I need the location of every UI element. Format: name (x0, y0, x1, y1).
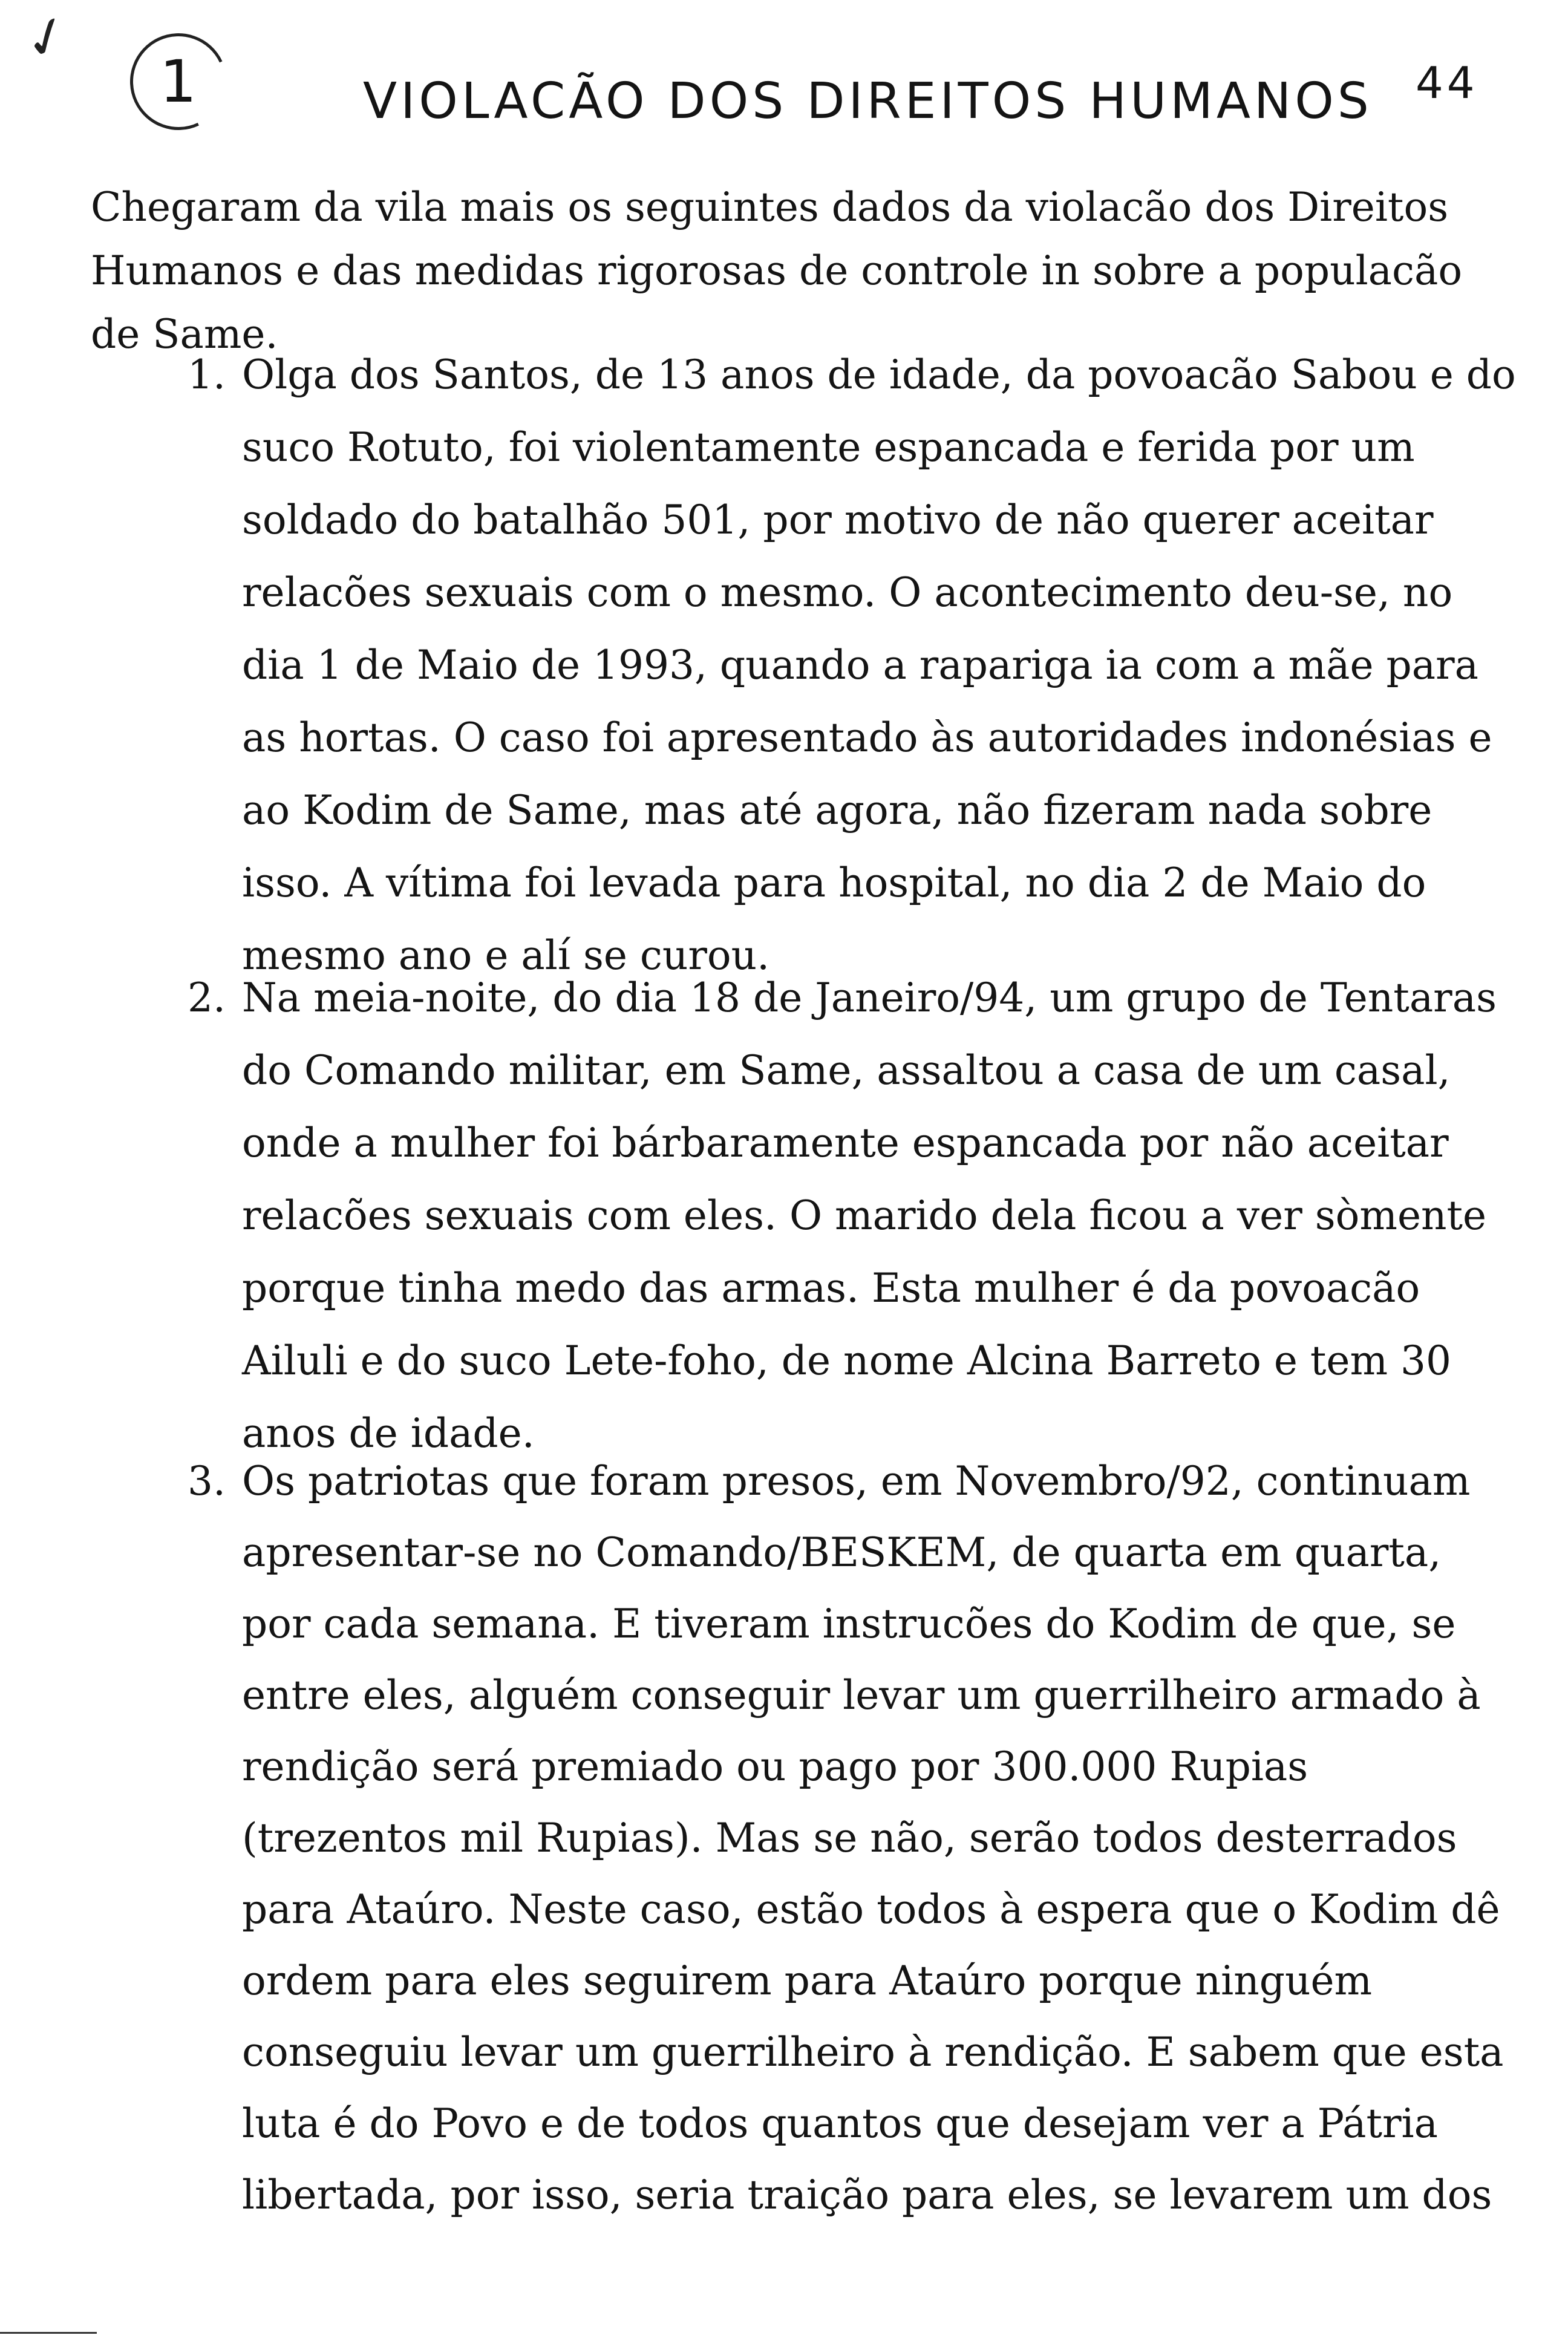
list-item-text: Olga dos Santos, de 13 anos de idade, da povoacão Sabou e do suco Rotuto, foi violentamente espancada e ferida por um soldado do batalhão 501, por motivo de não querer aceitar relacões sexuais com o mesmo. O acontecimento deu-se, no dia 1 de Maio de 1993, quando a rapariga ia com a mãe para as hortas. O caso foi apresentado às autoridades indonésias e ao Kodim de Same, mas até agora, não fizeram nada sobre isso. A vítima foi levada para hospital, no dia 2 de Maio do mesmo ano e alí se curou. (242, 351, 1516, 979)
list-item (188, 962, 1518, 1470)
list-item-text: Os patriotas que foram presos, em Novembro/92, continuam apresentar-se no Comando/BESKEM, de quarta em quarta, por cada semana. E tiveram instrucões do Kodim de que, se entre eles, alguém conseguir levar um guerrilheiro armado à rendição será premiado ou pago por 300.000 Rupias (trezentos mil Rupias). Mas se não, serão todos desterrados para Ataúro. Neste caso, estão todos à espera que o Kodim dê ordem para eles seguirem para Ataúro porque ninguém conseguiu levar um guerrilheiro à rendição. E sabem que esta luta é do Povo e de todos quantos que desejam ver a Pátria libertada, por isso, seria traição para eles, se levarem um dos (242, 1458, 1504, 2218)
list-item-number: 1. (188, 351, 226, 398)
list-item-number: 2. (188, 975, 226, 1021)
document-title: VIOLACÃO DOS DIREITOS HUMANOS (363, 73, 1373, 130)
corner-check-mark: ✓ (15, 0, 80, 76)
page-number: 44 (1416, 57, 1478, 108)
intro-paragraph: Chegaram da vila mais os seguintes dados da violacão dos Direitos Humanos e das medidas rigorosas de controle in sobre a populacão de Same. (91, 184, 1463, 358)
list-item-number: 3. (188, 1458, 226, 1504)
list-item-text: Na meia-noite, do dia 18 de Janeiro/94, um grupo de Tentaras do Comando militar, em Same, assaltou a casa de um casal, onde a mulher foi bárbaramente espancada por não aceitar relacões sexuais com eles. O marido dela ficou a ver sòmente porque tinha medo das armas. Esta mulher é da povoacão Ailuli e do suco Lete-foho, de nome Alcina Barreto e tem 30 anos de idade. (242, 975, 1497, 1457)
list-item (188, 1446, 1518, 2231)
circled-number: 1 (160, 47, 197, 116)
footer-rule (0, 2332, 97, 2334)
circled-number-mark (116, 19, 240, 143)
list-item (188, 339, 1518, 992)
